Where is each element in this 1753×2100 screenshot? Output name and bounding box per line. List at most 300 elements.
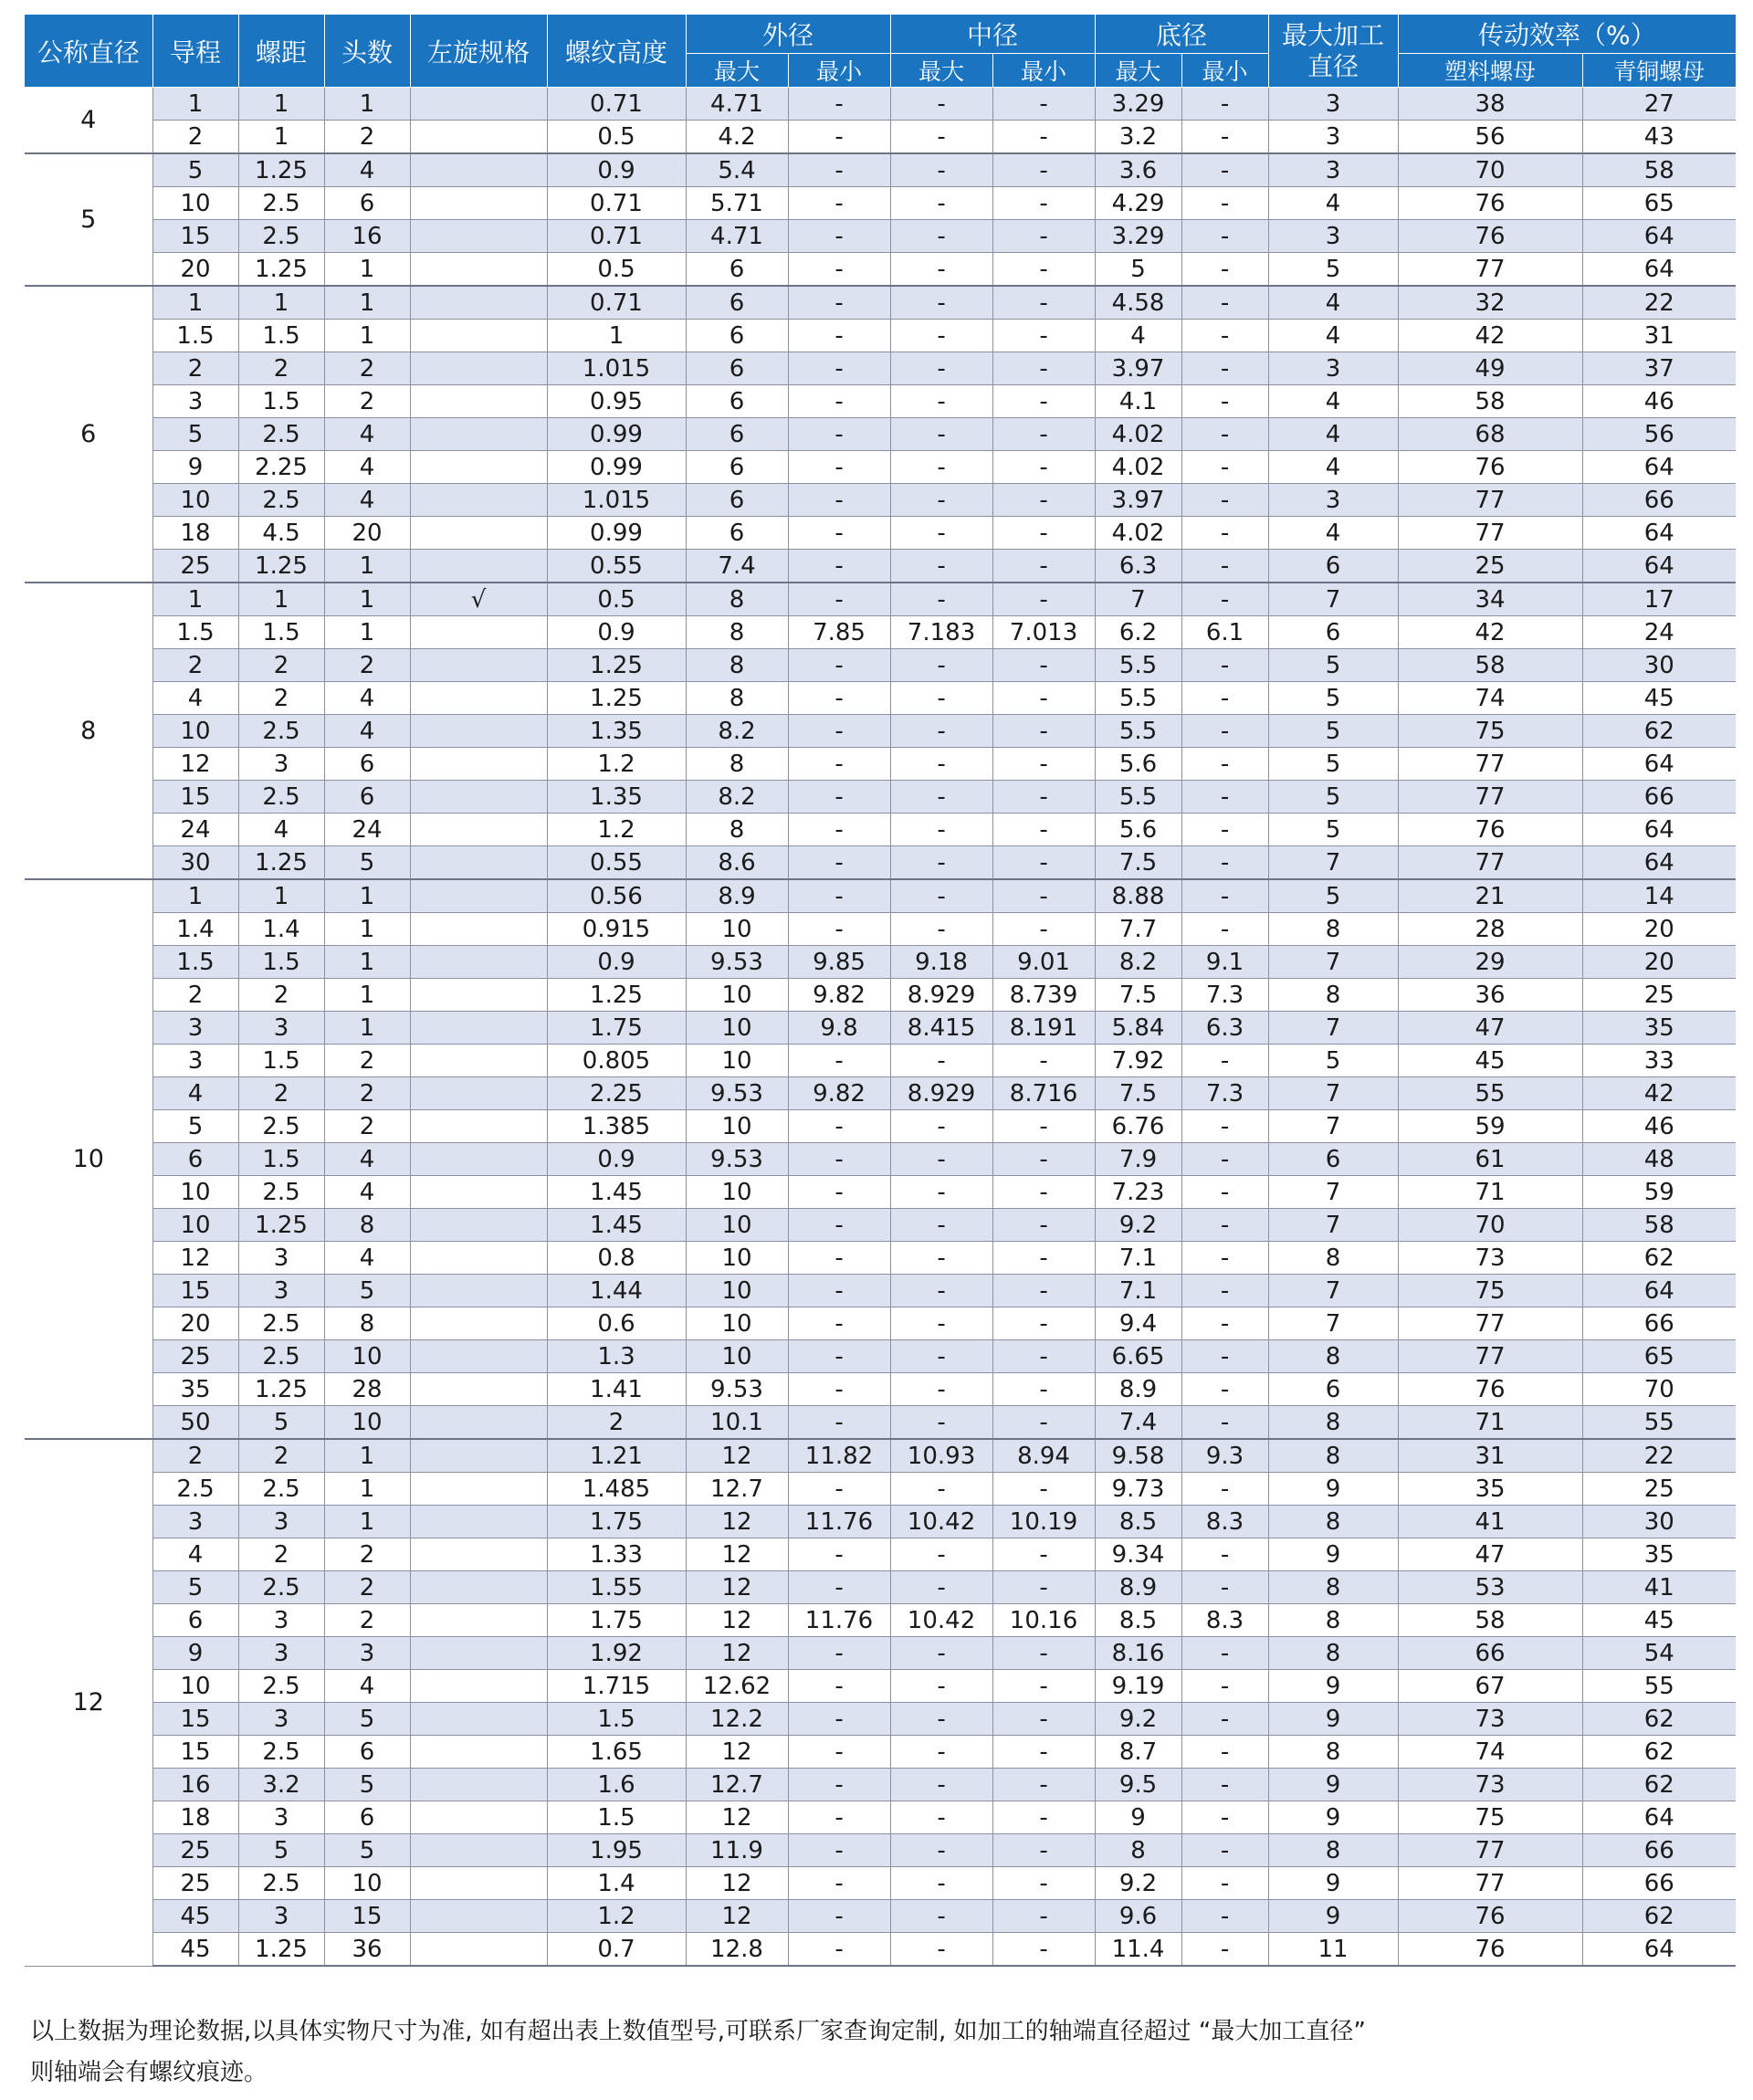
cell-outer-max: 8.2	[686, 781, 788, 814]
cell-root-min: -	[1181, 1769, 1268, 1801]
table-header	[25, 15, 1736, 88]
cell-plastic-eff: 35	[1398, 1473, 1582, 1506]
cell-root-min: -	[1181, 1703, 1268, 1736]
cell-starts: 16	[324, 220, 410, 253]
cell-root-max: 8.16	[1095, 1637, 1181, 1670]
cell-outer-min: -	[788, 748, 890, 781]
table-row	[25, 1933, 1736, 1967]
cell-pitch: 5	[238, 1834, 324, 1867]
cell-root-min: -	[1181, 1637, 1268, 1670]
cell-lead: 4	[152, 1538, 238, 1571]
cell-plastic-eff: 29	[1398, 946, 1582, 979]
cell-outer-max: 12.7	[686, 1769, 788, 1801]
cell-left-hand	[410, 781, 547, 814]
cell-plastic-eff: 76	[1398, 814, 1582, 846]
cell-lead: 4	[152, 682, 238, 715]
cell-lead: 45	[152, 1933, 238, 1967]
cell-starts: 1	[324, 88, 410, 121]
cell-thread-height: 1.2	[547, 814, 686, 846]
cell-max-machining: 3	[1268, 121, 1398, 154]
cell-max-machining: 9	[1268, 1538, 1398, 1571]
cell-root-max: 6.76	[1095, 1110, 1181, 1143]
cell-root-min: -	[1181, 781, 1268, 814]
cell-lead: 10	[152, 484, 238, 517]
cell-root-min: 6.1	[1181, 616, 1268, 649]
nominal-diameter-cell: 12	[25, 1439, 152, 1966]
table-row	[25, 1143, 1736, 1176]
cell-outer-min: 11.76	[788, 1506, 890, 1538]
cell-left-hand	[410, 1933, 547, 1967]
header-lead: 导程	[152, 15, 238, 88]
cell-outer-max: 12	[686, 1604, 788, 1637]
cell-pitch: 2.5	[238, 781, 324, 814]
cell-root-min: -	[1181, 286, 1268, 320]
cell-pitch: 4.5	[238, 517, 324, 550]
cell-bronze-eff: 35	[1582, 1538, 1736, 1571]
cell-bronze-eff: 62	[1582, 715, 1736, 748]
table-row	[25, 1077, 1736, 1110]
cell-thread-height: 0.56	[547, 879, 686, 913]
cell-max-machining: 7	[1268, 1077, 1398, 1110]
cell-root-min: -	[1181, 1209, 1268, 1242]
header-plastic-nut: 塑料螺母	[1398, 54, 1582, 88]
cell-pitch: 1.5	[238, 385, 324, 418]
cell-thread-height: 1.35	[547, 781, 686, 814]
cell-outer-min: -	[788, 1538, 890, 1571]
table-row	[25, 286, 1736, 320]
cell-thread-height: 0.9	[547, 616, 686, 649]
cell-pitch-max: -	[890, 913, 992, 946]
cell-pitch: 2	[238, 1077, 324, 1110]
cell-root-max: 5.5	[1095, 649, 1181, 682]
cell-max-machining: 9	[1268, 1900, 1398, 1933]
cell-max-machining: 5	[1268, 1045, 1398, 1077]
cell-starts: 6	[324, 781, 410, 814]
cell-plastic-eff: 55	[1398, 1077, 1582, 1110]
cell-plastic-eff: 77	[1398, 517, 1582, 550]
header-starts: 头数	[324, 15, 410, 88]
cell-starts: 1	[324, 979, 410, 1012]
cell-pitch: 5	[238, 1406, 324, 1440]
cell-outer-max: 9.53	[686, 1373, 788, 1406]
cell-root-min: -	[1181, 846, 1268, 880]
cell-root-max: 9	[1095, 1801, 1181, 1834]
cell-max-machining: 4	[1268, 451, 1398, 484]
cell-root-max: 4.02	[1095, 418, 1181, 451]
cell-bronze-eff: 58	[1582, 1209, 1736, 1242]
cell-starts: 24	[324, 814, 410, 846]
cell-root-min: -	[1181, 1307, 1268, 1340]
cell-bronze-eff: 64	[1582, 517, 1736, 550]
cell-left-hand	[410, 1143, 547, 1176]
header-outer-max: 最大	[686, 54, 788, 88]
cell-root-min: -	[1181, 1571, 1268, 1604]
cell-plastic-eff: 71	[1398, 1176, 1582, 1209]
cell-root-max: 9.2	[1095, 1703, 1181, 1736]
cell-pitch: 1.25	[238, 253, 324, 287]
cell-outer-min: -	[788, 253, 890, 287]
table-row	[25, 550, 1736, 583]
cell-pitch-max: -	[890, 517, 992, 550]
cell-outer-min: 11.76	[788, 1604, 890, 1637]
cell-left-hand	[410, 1307, 547, 1340]
cell-starts: 2	[324, 1045, 410, 1077]
table-row	[25, 583, 1736, 616]
cell-thread-height: 0.5	[547, 121, 686, 154]
cell-root-min: -	[1181, 1406, 1268, 1440]
cell-lead: 3	[152, 1012, 238, 1045]
cell-root-max: 8.9	[1095, 1571, 1181, 1604]
cell-starts: 8	[324, 1209, 410, 1242]
cell-root-max: 8.9	[1095, 1373, 1181, 1406]
cell-lead: 20	[152, 1307, 238, 1340]
cell-outer-min: -	[788, 1637, 890, 1670]
cell-bronze-eff: 62	[1582, 1736, 1736, 1769]
cell-pitch: 2.5	[238, 1473, 324, 1506]
cell-plastic-eff: 42	[1398, 320, 1582, 352]
cell-outer-max: 6	[686, 320, 788, 352]
table-row	[25, 1703, 1736, 1736]
cell-outer-max: 12	[686, 1538, 788, 1571]
cell-outer-min: -	[788, 1900, 890, 1933]
table-row	[25, 1110, 1736, 1143]
cell-pitch: 2.25	[238, 451, 324, 484]
cell-plastic-eff: 70	[1398, 1209, 1582, 1242]
cell-outer-min: -	[788, 1045, 890, 1077]
cell-root-max: 7.23	[1095, 1176, 1181, 1209]
cell-pitch-max: 7.183	[890, 616, 992, 649]
cell-pitch-max: -	[890, 1900, 992, 1933]
cell-lead: 10	[152, 1176, 238, 1209]
table-row	[25, 1176, 1736, 1209]
cell-root-max: 6.2	[1095, 616, 1181, 649]
cell-left-hand: √	[410, 583, 547, 616]
cell-lead: 1	[152, 286, 238, 320]
cell-max-machining: 7	[1268, 1110, 1398, 1143]
cell-outer-min: -	[788, 1769, 890, 1801]
cell-outer-min: -	[788, 1242, 890, 1275]
cell-outer-min: -	[788, 1340, 890, 1373]
cell-max-machining: 5	[1268, 682, 1398, 715]
cell-lead: 3	[152, 1506, 238, 1538]
cell-thread-height: 0.55	[547, 846, 686, 880]
table-row	[25, 913, 1736, 946]
cell-pitch-max: -	[890, 715, 992, 748]
cell-plastic-eff: 76	[1398, 187, 1582, 220]
nominal-diameter-cell: 4	[25, 88, 152, 154]
cell-outer-min: -	[788, 320, 890, 352]
cell-lead: 3	[152, 385, 238, 418]
cell-bronze-eff: 45	[1582, 1604, 1736, 1637]
cell-thread-height: 1.21	[547, 1439, 686, 1473]
cell-starts: 4	[324, 484, 410, 517]
cell-outer-min: 9.8	[788, 1012, 890, 1045]
cell-outer-max: 12	[686, 1867, 788, 1900]
cell-bronze-eff: 37	[1582, 352, 1736, 385]
cell-max-machining: 8	[1268, 1834, 1398, 1867]
cell-pitch: 1.25	[238, 550, 324, 583]
cell-root-min: -	[1181, 1176, 1268, 1209]
cell-thread-height: 1.25	[547, 682, 686, 715]
cell-left-hand	[410, 682, 547, 715]
table-row	[25, 1242, 1736, 1275]
cell-pitch: 2	[238, 682, 324, 715]
cell-outer-min: -	[788, 1143, 890, 1176]
cell-root-min: -	[1181, 1242, 1268, 1275]
cell-bronze-eff: 30	[1582, 1506, 1736, 1538]
cell-root-min: -	[1181, 649, 1268, 682]
cell-starts: 4	[324, 715, 410, 748]
cell-pitch-max: -	[890, 550, 992, 583]
cell-pitch-min: -	[992, 88, 1095, 121]
cell-outer-min: -	[788, 846, 890, 880]
cell-lead: 15	[152, 1275, 238, 1307]
cell-root-min: -	[1181, 220, 1268, 253]
cell-starts: 5	[324, 1275, 410, 1307]
cell-lead: 25	[152, 550, 238, 583]
table-row	[25, 187, 1736, 220]
cell-pitch-min: -	[992, 121, 1095, 154]
cell-outer-max: 4.71	[686, 88, 788, 121]
cell-pitch-min: -	[992, 1110, 1095, 1143]
cell-max-machining: 4	[1268, 517, 1398, 550]
cell-root-max: 3.29	[1095, 220, 1181, 253]
cell-outer-max: 12	[686, 1637, 788, 1670]
cell-root-max: 7.9	[1095, 1143, 1181, 1176]
cell-pitch-max: -	[890, 781, 992, 814]
cell-pitch-min: -	[992, 286, 1095, 320]
cell-outer-max: 10	[686, 1176, 788, 1209]
cell-bronze-eff: 58	[1582, 153, 1736, 187]
cell-root-max: 3.97	[1095, 484, 1181, 517]
cell-bronze-eff: 25	[1582, 1473, 1736, 1506]
cell-thread-height: 0.55	[547, 550, 686, 583]
cell-plastic-eff: 47	[1398, 1538, 1582, 1571]
cell-pitch-max: 9.18	[890, 946, 992, 979]
cell-starts: 1	[324, 253, 410, 287]
header-pitch-max: 最大	[890, 54, 992, 88]
cell-plastic-eff: 77	[1398, 1307, 1582, 1340]
cell-pitch-max: -	[890, 385, 992, 418]
cell-plastic-eff: 75	[1398, 1275, 1582, 1307]
cell-thread-height: 0.7	[547, 1933, 686, 1967]
cell-root-min: -	[1181, 1143, 1268, 1176]
cell-root-min: -	[1181, 1045, 1268, 1077]
cell-outer-min: -	[788, 1275, 890, 1307]
cell-plastic-eff: 76	[1398, 1373, 1582, 1406]
header-root-min: 最小	[1181, 54, 1268, 88]
cell-plastic-eff: 74	[1398, 1736, 1582, 1769]
cell-pitch-max: -	[890, 682, 992, 715]
cell-lead: 9	[152, 451, 238, 484]
cell-left-hand	[410, 286, 547, 320]
cell-starts: 36	[324, 1933, 410, 1967]
cell-pitch-min: -	[992, 748, 1095, 781]
cell-root-min: 6.3	[1181, 1012, 1268, 1045]
cell-outer-max: 12.8	[686, 1933, 788, 1967]
cell-root-min: -	[1181, 517, 1268, 550]
cell-outer-max: 12.2	[686, 1703, 788, 1736]
cell-pitch: 2.5	[238, 715, 324, 748]
cell-lead: 35	[152, 1373, 238, 1406]
cell-root-min: -	[1181, 1801, 1268, 1834]
cell-lead: 50	[152, 1406, 238, 1440]
table-row	[25, 715, 1736, 748]
cell-root-max: 9.34	[1095, 1538, 1181, 1571]
cell-bronze-eff: 64	[1582, 253, 1736, 287]
header-efficiency: 传动效率（%）	[1398, 15, 1736, 54]
cell-outer-min: -	[788, 1209, 890, 1242]
cell-bronze-eff: 62	[1582, 1703, 1736, 1736]
cell-pitch: 2	[238, 649, 324, 682]
cell-left-hand	[410, 1406, 547, 1440]
cell-bronze-eff: 70	[1582, 1373, 1736, 1406]
header-outer-min: 最小	[788, 54, 890, 88]
cell-pitch: 1.25	[238, 1209, 324, 1242]
cell-max-machining: 6	[1268, 550, 1398, 583]
cell-starts: 2	[324, 1110, 410, 1143]
table-row	[25, 1275, 1736, 1307]
cell-outer-min: -	[788, 1176, 890, 1209]
cell-plastic-eff: 38	[1398, 88, 1582, 121]
cell-plastic-eff: 75	[1398, 715, 1582, 748]
cell-pitch: 3	[238, 1275, 324, 1307]
cell-pitch-min: -	[992, 418, 1095, 451]
table-row	[25, 418, 1736, 451]
cell-root-min: -	[1181, 748, 1268, 781]
cell-max-machining: 9	[1268, 1867, 1398, 1900]
cell-pitch-min: -	[992, 649, 1095, 682]
nominal-diameter-cell: 5	[25, 153, 152, 286]
cell-lead: 10	[152, 187, 238, 220]
footnote-line-2: 则轴端会有螺纹痕迹。	[30, 2059, 268, 2086]
cell-left-hand	[410, 1834, 547, 1867]
cell-bronze-eff: 66	[1582, 484, 1736, 517]
table-row	[25, 879, 1736, 913]
table-row	[25, 385, 1736, 418]
cell-starts: 10	[324, 1867, 410, 1900]
cell-outer-min: -	[788, 88, 890, 121]
cell-left-hand	[410, 715, 547, 748]
cell-lead: 16	[152, 1769, 238, 1801]
cell-lead: 2	[152, 121, 238, 154]
cell-left-hand	[410, 1867, 547, 1900]
cell-root-min: -	[1181, 1834, 1268, 1867]
cell-thread-height: 1.2	[547, 1900, 686, 1933]
cell-bronze-eff: 35	[1582, 1012, 1736, 1045]
cell-root-min: -	[1181, 1473, 1268, 1506]
cell-outer-max: 5.4	[686, 153, 788, 187]
cell-pitch-min: 10.16	[992, 1604, 1095, 1637]
cell-pitch-max: -	[890, 879, 992, 913]
cell-plastic-eff: 36	[1398, 979, 1582, 1012]
cell-starts: 1	[324, 1473, 410, 1506]
cell-lead: 1.5	[152, 320, 238, 352]
table-row	[25, 979, 1736, 1012]
cell-max-machining: 3	[1268, 352, 1398, 385]
cell-thread-height: 1.45	[547, 1209, 686, 1242]
cell-bronze-eff: 20	[1582, 913, 1736, 946]
cell-left-hand	[410, 1340, 547, 1373]
cell-root-max: 7.5	[1095, 979, 1181, 1012]
cell-thread-height: 1.485	[547, 1473, 686, 1506]
cell-left-hand	[410, 484, 547, 517]
cell-lead: 30	[152, 846, 238, 880]
cell-root-max: 8.5	[1095, 1604, 1181, 1637]
header-bronze-nut: 青铜螺母	[1582, 54, 1736, 88]
cell-bronze-eff: 22	[1582, 286, 1736, 320]
cell-pitch-min: -	[992, 781, 1095, 814]
cell-starts: 1	[324, 1439, 410, 1473]
cell-outer-min: 7.85	[788, 616, 890, 649]
cell-root-min: 8.3	[1181, 1506, 1268, 1538]
cell-outer-min: -	[788, 1571, 890, 1604]
table-row	[25, 220, 1736, 253]
cell-lead: 25	[152, 1834, 238, 1867]
cell-root-max: 5.84	[1095, 1012, 1181, 1045]
table-row	[25, 153, 1736, 187]
cell-outer-max: 6	[686, 418, 788, 451]
cell-plastic-eff: 77	[1398, 1834, 1582, 1867]
cell-starts: 1	[324, 583, 410, 616]
cell-max-machining: 8	[1268, 1571, 1398, 1604]
header-max-machining-diameter-text: 最大加工直径	[1282, 19, 1385, 81]
spec-table-container	[25, 15, 1736, 1967]
table-row	[25, 1637, 1736, 1670]
cell-thread-height: 1.25	[547, 649, 686, 682]
cell-plastic-eff: 70	[1398, 153, 1582, 187]
cell-pitch-min: -	[992, 484, 1095, 517]
cell-left-hand	[410, 1769, 547, 1801]
cell-thread-height: 0.71	[547, 286, 686, 320]
cell-pitch-max: -	[890, 1538, 992, 1571]
cell-outer-max: 8	[686, 814, 788, 846]
cell-lead: 2.5	[152, 1473, 238, 1506]
cell-pitch-max: -	[890, 1473, 992, 1506]
table-row	[25, 682, 1736, 715]
header-outer-diameter: 外径	[686, 15, 890, 54]
cell-left-hand	[410, 88, 547, 121]
cell-plastic-eff: 41	[1398, 1506, 1582, 1538]
cell-pitch: 1	[238, 121, 324, 154]
cell-left-hand	[410, 846, 547, 880]
cell-pitch-max: -	[890, 1867, 992, 1900]
cell-outer-max: 8	[686, 748, 788, 781]
cell-pitch-min: -	[992, 1900, 1095, 1933]
cell-max-machining: 5	[1268, 879, 1398, 913]
cell-plastic-eff: 77	[1398, 1867, 1582, 1900]
cell-max-machining: 8	[1268, 913, 1398, 946]
cell-max-machining: 5	[1268, 649, 1398, 682]
header-thread-height: 螺纹高度	[547, 15, 686, 88]
cell-bronze-eff: 54	[1582, 1637, 1736, 1670]
cell-root-min: -	[1181, 1736, 1268, 1769]
cell-plastic-eff: 58	[1398, 649, 1582, 682]
cell-lead: 15	[152, 781, 238, 814]
cell-pitch-max: -	[890, 1143, 992, 1176]
cell-thread-height: 0.99	[547, 451, 686, 484]
cell-root-min: -	[1181, 153, 1268, 187]
cell-left-hand	[410, 1439, 547, 1473]
cell-starts: 5	[324, 846, 410, 880]
table-row	[25, 1571, 1736, 1604]
cell-plastic-eff: 61	[1398, 1143, 1582, 1176]
cell-bronze-eff: 64	[1582, 846, 1736, 880]
cell-thread-height: 1.45	[547, 1176, 686, 1209]
cell-outer-min: 9.85	[788, 946, 890, 979]
cell-starts: 1	[324, 1506, 410, 1538]
cell-lead: 24	[152, 814, 238, 846]
